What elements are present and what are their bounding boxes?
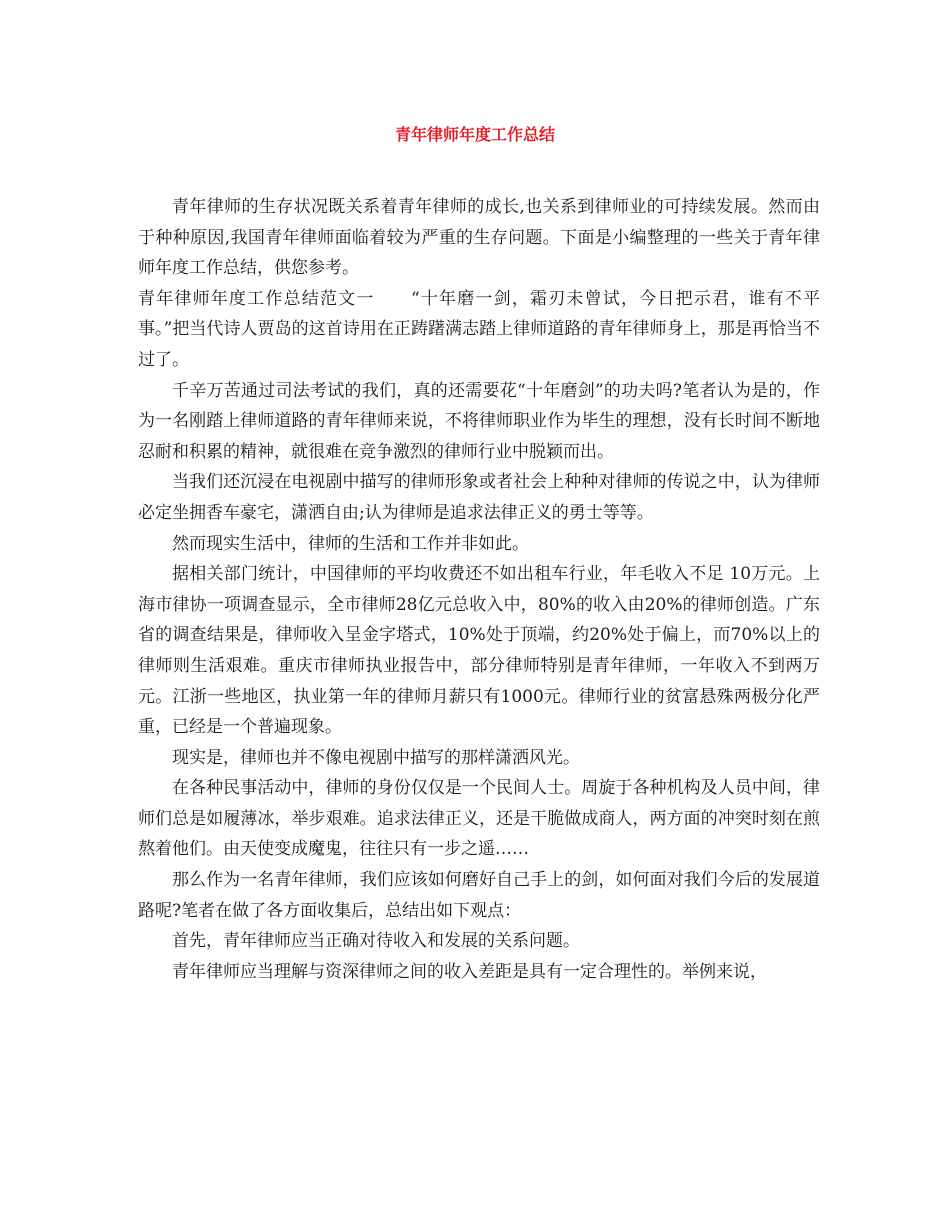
paragraph-civil-activities: 在各种民事活动中，律师的身份仅仅是一个民间人士。周旋于各种机构及人员中间，律师们总是如履薄冰，举步艰难。追求法律正义，还是干脆做成商人，两方面的冲突时刻在煎熬着他们。由天使变成魔鬼，往往只有一步之遥……: [138, 778, 820, 860]
paragraph-tv-image: 当我们还沉浸在电视剧中描写的律师形象或者社会上种种对律师的传说之中，认为律师必定坐拥香车豪宅，潇洒自由;认为律师是追求法律正义的勇士等等。: [138, 472, 820, 523]
paragraph-income-gap: 青年律师应当理解与资深律师之间的收入差距是具有一定合理性的。举例来说，: [172, 961, 767, 982]
paragraph-sample-one: 青年律师年度工作总结范文一 “十年磨一剑，霜刃未曾试，今日把示君，谁有不平事。”把当代诗人贾岛的这首诗用在正踌躇满志踏上律师道路的青年律师身上，那是再恰当不过了。: [138, 288, 820, 370]
paragraph-statistics: 据相关部门统计，中国律师的平均收费还不如出租车行业，年毛收入不足 10万元。上海市律协一项调查显示，全市律师28亿元总收入中，80%的收入由20%的律师创造。广东省的调查结果是，律师收入呈金字塔式，10%处于顶端，约20%处于偏上，而70%以上的律师则生活艰难。重庆市律师执业报告中，部分律师特别是青年律师，一年收入不到两万元。江浙一些地区，执业第一年的律师月薪只有1000元。律师行业的贫富悬殊两极分化严重，已经是一个普遍现象。: [138, 564, 820, 738]
paragraph-not-glamorous: 现实是，律师也并不像电视剧中描写的那样潇洒风光。: [172, 747, 580, 768]
paragraph-intro: 青年律师的生存状况既关系着青年律师的成长,也关系到律师业的可持续发展。然而由于种种原因,我国青年律师面临着较为严重的生存问题。下面是小编整理的一些关于青年律师年度工作总结，供您参考。: [138, 197, 820, 279]
paragraph-first-point: 首先，青年律师应当正确对待收入和发展的关系问题。: [172, 931, 580, 952]
paragraph-ten-years: 千辛万苦通过司法考试的我们，真的还需要花“十年磨剑”的功夫吗?笔者认为是的，作为一名刚踏上律师道路的青年律师来说，不将律师职业作为毕生的理想，没有长时间不断地忍耐和积累的精神，就很难在竞争激烈的律师行业中脱颖而出。: [138, 380, 820, 462]
paragraph-how-to: 那么作为一名青年律师，我们应该如何磨好自己手上的剑，如何面对我们今后的发展道路呢?笔者在做了各方面收集后，总结出如下观点：: [138, 870, 820, 921]
document-body: [138, 192, 820, 987]
paragraph-reality: 然而现实生活中，律师的生活和工作并非如此。: [172, 533, 529, 554]
document-title: 青年律师年度工作总结: [394, 125, 555, 144]
